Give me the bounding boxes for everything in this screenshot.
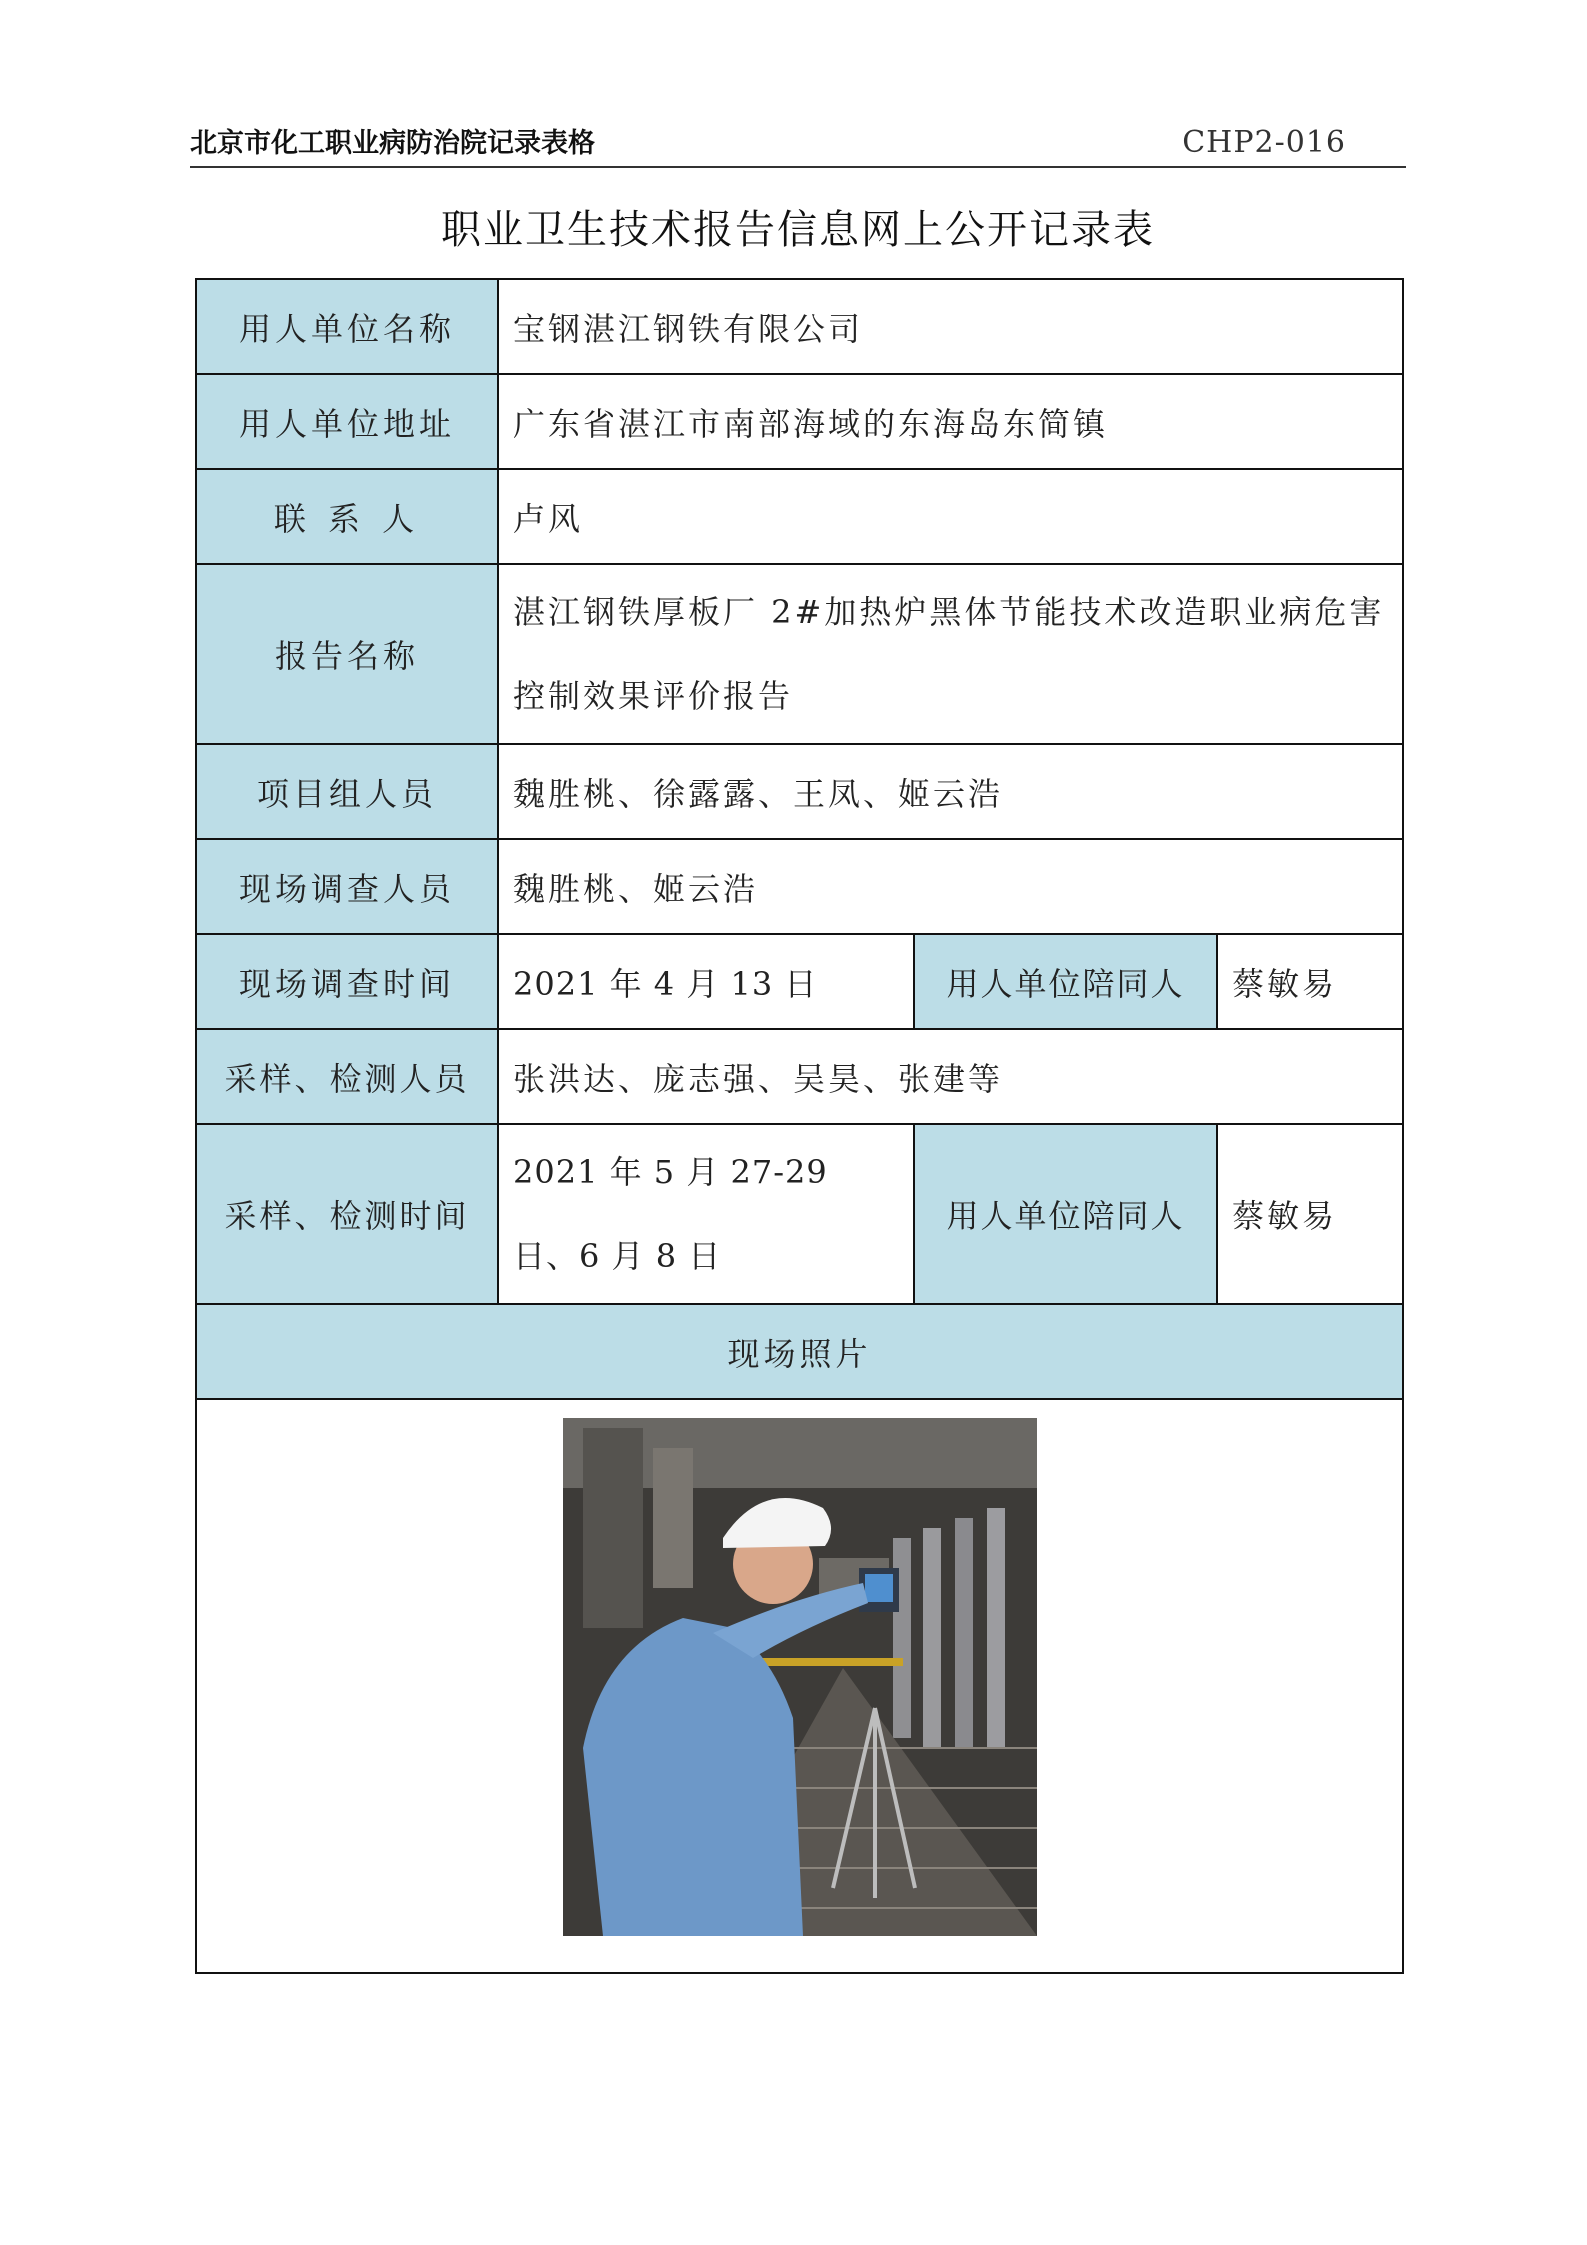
table-row — [196, 279, 1403, 374]
report-name-label: 报告名称 — [196, 564, 498, 744]
table-row — [196, 469, 1403, 564]
project-team-label: 项目组人员 — [196, 744, 498, 839]
document-header — [190, 118, 1406, 168]
sampling-staff-value: 张洪达、庞志强、吴昊、张建等 — [498, 1029, 1403, 1124]
sampling-time-value: 2021 年 5 月 27-29 日、6 月 8 日 — [498, 1124, 914, 1304]
site-survey-time-value: 2021 年 4 月 13 日 — [498, 934, 914, 1029]
employer-name-label: 用人单位名称 — [196, 279, 498, 374]
site-survey-companion-label: 用人单位陪同人 — [914, 934, 1217, 1029]
site-photo-cell — [196, 1399, 1403, 1973]
table-row — [196, 1399, 1403, 1973]
contact-value: 卢风 — [498, 469, 1403, 564]
report-name-value: 湛江钢铁厚板厂 2#加热炉黑体节能技术改造职业病危害控制效果评价报告 — [498, 564, 1403, 744]
site-photo — [563, 1418, 1037, 1936]
employer-address-value: 广东省湛江市南部海域的东海岛东简镇 — [498, 374, 1403, 469]
page-title: 职业卫生技术报告信息网上公开记录表 — [441, 207, 1155, 253]
table-row — [196, 744, 1403, 839]
table-row — [196, 374, 1403, 469]
site-survey-time-label: 现场调查时间 — [196, 934, 498, 1029]
employer-name-value: 宝钢湛江钢铁有限公司 — [498, 279, 1403, 374]
site-investigators-value: 魏胜桃、姬云浩 — [498, 839, 1403, 934]
contact-label: 联 系 人 — [196, 469, 498, 564]
sampling-companion-label: 用人单位陪同人 — [914, 1124, 1217, 1304]
sampling-companion-value: 蔡敏易 — [1217, 1124, 1403, 1304]
table-row — [196, 839, 1403, 934]
employer-address-label: 用人单位地址 — [196, 374, 498, 469]
site-investigators-label: 现场调查人员 — [196, 839, 498, 934]
table-row — [196, 934, 1403, 1029]
site-photo-illustration — [563, 1418, 1037, 1936]
organization-name: 北京市化工职业病防治院记录表格 — [190, 128, 595, 159]
site-survey-companion-value: 蔡敏易 — [1217, 934, 1403, 1029]
project-team-value: 魏胜桃、徐露露、王凤、姬云浩 — [498, 744, 1403, 839]
record-table — [195, 278, 1404, 1974]
sampling-time-label: 采样、检测时间 — [196, 1124, 498, 1304]
site-photo-section-label: 现场照片 — [196, 1304, 1403, 1399]
table-row — [196, 1029, 1403, 1124]
form-code: CHP2-016 — [1182, 125, 1346, 160]
sampling-staff-label: 采样、检测人员 — [196, 1029, 498, 1124]
table-row — [196, 1124, 1403, 1304]
table-row — [196, 1304, 1403, 1399]
table-row — [196, 564, 1403, 744]
